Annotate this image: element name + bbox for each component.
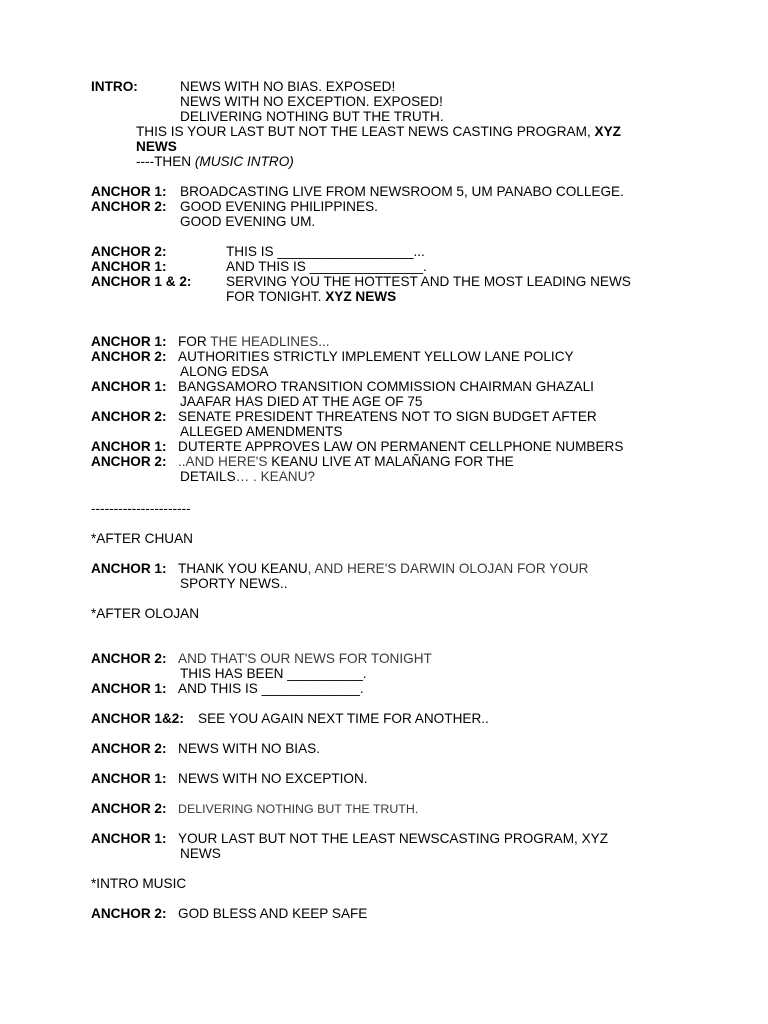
dialogue-line: FOR TONIGHT. XYZ NEWS <box>226 289 397 304</box>
speaker-label: ANCHOR 2: <box>91 199 167 214</box>
speaker-label: ANCHOR 2: <box>91 801 167 816</box>
dialogue-line: AUTHORITIES STRICTLY IMPLEMENT YELLOW LANE POLICY <box>178 349 574 364</box>
speaker-label: ANCHOR 1: <box>91 184 167 199</box>
intro-line: THIS IS YOUR LAST BUT NOT THE LEAST NEWS CASTING PROGRAM, XYZ <box>136 124 621 139</box>
intro-line: NEWS WITH NO BIAS. EXPOSED! <box>180 79 396 94</box>
speaker-label: ANCHOR 2: <box>91 741 167 756</box>
speaker-label: ANCHOR 1: <box>91 771 167 786</box>
dialogue-line: SERVING YOU THE HOTTEST AND THE MOST LEADING NEWS <box>226 274 631 289</box>
speaker-label: ANCHOR 1: <box>91 334 167 349</box>
dialogue-line: DUTERTE APPROVES LAW ON PERMANENT CELLPHONE NUMBERS <box>178 439 624 454</box>
dialogue-line: DETAILS… . KEANU? <box>180 469 315 484</box>
dialogue-line: THIS HAS BEEN __________. <box>180 666 367 681</box>
dialogue-line: GOD BLESS AND KEEP SAFE <box>178 906 368 921</box>
speaker-label: ANCHOR 2: <box>91 651 167 666</box>
speaker-label: ANCHOR 1 & 2: <box>91 274 192 289</box>
dialogue-line: SEE YOU AGAIN NEXT TIME FOR ANOTHER.. <box>198 711 489 726</box>
dialogue-line: THANK YOU KEANU, AND HERE'S DARWIN OLOJAN FOR YOUR <box>178 561 589 576</box>
stage-direction: *AFTER CHUAN <box>91 531 193 546</box>
dialogue-line: SENATE PRESIDENT THREATENS NOT TO SIGN BUDGET AFTER <box>178 409 597 424</box>
speaker-label: ANCHOR 1: <box>91 561 167 576</box>
speaker-label: ANCHOR 2: <box>91 454 167 469</box>
dialogue-line: AND THIS IS _____________. <box>178 681 364 696</box>
dialogue-line: FOR THE HEADLINES... <box>178 334 330 349</box>
speaker-label: ANCHOR 1&2: <box>91 711 184 726</box>
intro-line: NEWS <box>136 139 177 154</box>
section-divider: ---------------------- <box>91 501 191 516</box>
dialogue-line: GOOD EVENING UM. <box>180 214 316 229</box>
dialogue-line: YOUR LAST BUT NOT THE LEAST NEWSCASTING PROGRAM, XYZ <box>178 831 609 846</box>
speaker-label: ANCHOR 1: <box>91 379 167 394</box>
intro-line: NEWS WITH NO EXCEPTION. EXPOSED! <box>180 94 443 109</box>
intro-line: ----THEN (MUSIC INTRO) <box>136 154 294 169</box>
dialogue-line: ALONG EDSA <box>180 364 269 379</box>
dialogue-line: AND THIS IS _______________. <box>226 259 427 274</box>
intro-label: INTRO: <box>91 79 138 94</box>
dialogue-line: NEWS WITH NO EXCEPTION. <box>178 771 368 786</box>
dialogue-line: ..AND HERE'S KEANU LIVE AT MALAÑANG FOR THE <box>178 454 514 469</box>
speaker-label: ANCHOR 1: <box>91 831 167 846</box>
speaker-label: ANCHOR 1: <box>91 439 167 454</box>
speaker-label: ANCHOR 2: <box>91 409 167 424</box>
speaker-label: ANCHOR 1: <box>91 259 167 274</box>
stage-direction: *INTRO MUSIC <box>91 876 187 891</box>
speaker-label: ANCHOR 2: <box>91 244 167 259</box>
dialogue-line: JAAFAR HAS DIED AT THE AGE OF 75 <box>180 394 423 409</box>
dialogue-line: BROADCASTING LIVE FROM NEWSROOM 5, UM PANABO COLLEGE. <box>180 184 624 199</box>
speaker-label: ANCHOR 1: <box>91 681 167 696</box>
speaker-label: ANCHOR 2: <box>91 906 167 921</box>
speaker-label: ANCHOR 2: <box>91 349 167 364</box>
dialogue-line: NEWS <box>180 846 221 861</box>
dialogue-line: NEWS WITH NO BIAS. <box>178 741 320 756</box>
dialogue-line: GOOD EVENING PHILIPPINES. <box>180 199 378 214</box>
dialogue-line: ALLEGED AMENDMENTS <box>180 424 343 439</box>
dialogue-line: DELIVERING NOTHING BUT THE TRUTH. <box>178 802 419 816</box>
dialogue-line: SPORTY NEWS.. <box>180 576 288 591</box>
dialogue-line: AND THAT'S OUR NEWS FOR TONIGHT <box>178 651 432 666</box>
dialogue-line: THIS IS __________________... <box>226 244 425 259</box>
dialogue-line: BANGSAMORO TRANSITION COMMISSION CHAIRMAN GHAZALI <box>178 379 594 394</box>
intro-line: DELIVERING NOTHING BUT THE TRUTH. <box>180 109 444 124</box>
stage-direction: *AFTER OLOJAN <box>91 606 200 621</box>
